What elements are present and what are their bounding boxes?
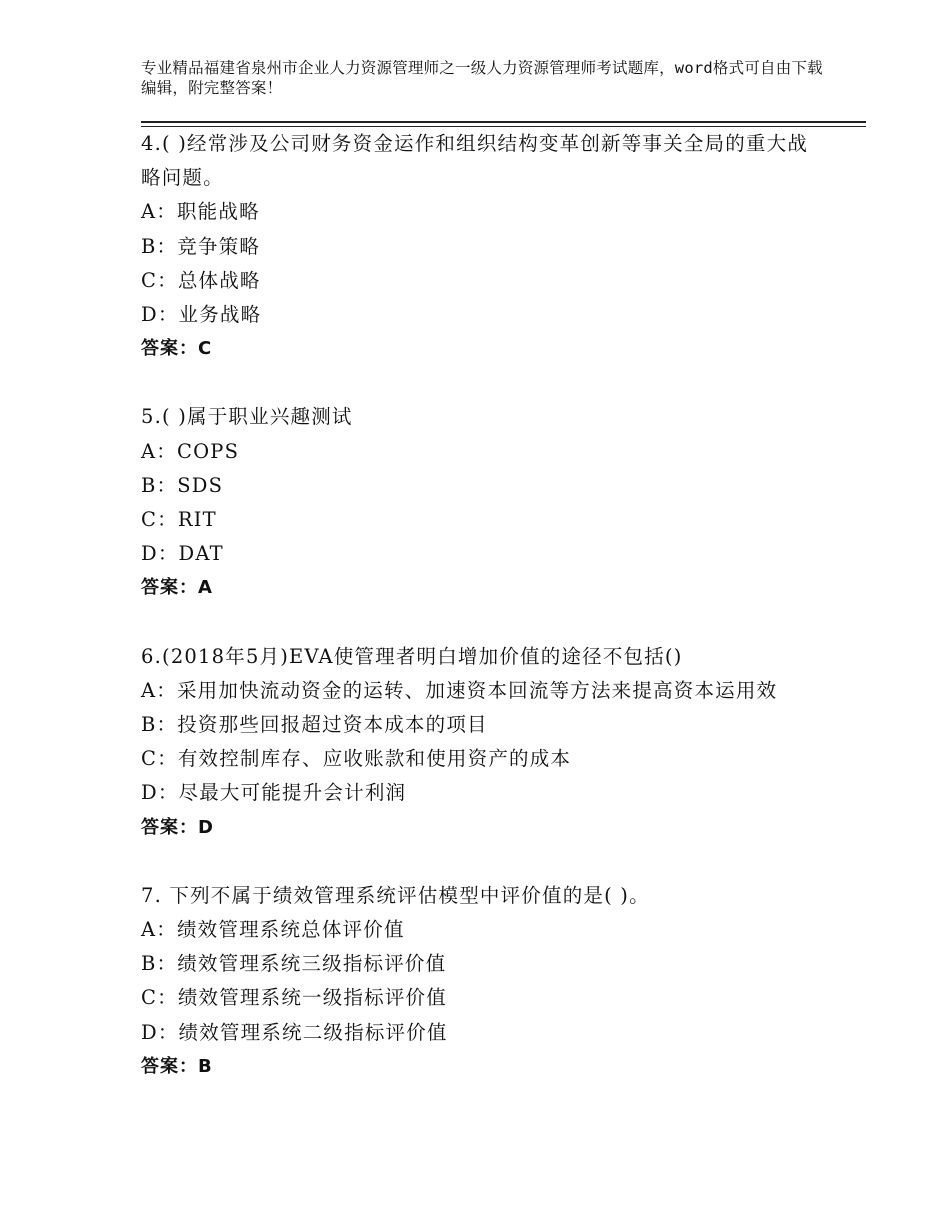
question-stem: 7. 下列不属于绩效管理系统评估模型中评价值的是( )。: [141, 883, 650, 907]
option-d: D：绩效管理系统二级指标评价值: [141, 1020, 448, 1044]
option-b: B：SDS: [141, 473, 224, 497]
option-a: A：采用加快流动资金的运转、加速资本回流等方法来提高资本运用效: [141, 678, 778, 702]
answer-label: 答案：D: [141, 816, 214, 838]
question-4: [141, 127, 821, 366]
question-5: [141, 400, 821, 605]
option-a: A：绩效管理系统总体评价值: [141, 918, 405, 942]
question-list: [141, 127, 821, 1118]
option-c: C：RIT: [141, 508, 217, 532]
option-b: B：投资那些回报超过资本成本的项目: [141, 713, 488, 737]
option-c: C：有效控制库存、应收账款和使用资产的成本: [141, 747, 572, 771]
question-stem: 5.( )属于职业兴趣测试: [141, 405, 353, 429]
question-7: [141, 879, 821, 1084]
question-stem: 6.(2018年5月)EVA使管理者明白增加价值的途径不包括(): [141, 644, 683, 668]
option-d: D：尽最大可能提升会计利润: [141, 781, 407, 805]
option-b: B：竞争策略: [141, 234, 261, 258]
option-a: A：职能战略: [141, 200, 260, 224]
option-d: D：DAT: [141, 542, 224, 566]
option-d: D：业务战略: [141, 303, 262, 327]
option-c: C：总体战略: [141, 268, 261, 292]
question-6: [141, 640, 821, 845]
answer-label: 答案：A: [141, 577, 213, 599]
option-c: C：绩效管理系统一级指标评价值: [141, 986, 447, 1010]
header-rule-thick: [141, 121, 866, 123]
option-a: A：COPS: [141, 439, 240, 463]
option-b: B：绩效管理系统三级指标评价值: [141, 952, 447, 976]
document-header: 专业精品福建省泉州市企业人力资源管理师之一级人力资源管理师考试题库，word格式可自由下载编辑，附完整答案！: [141, 59, 823, 97]
answer-label: 答案：C: [141, 338, 213, 360]
question-stem: 4.( )经常涉及公司财务资金运作和组织结构变革创新等事关全局的重大战略问题。: [141, 132, 809, 190]
answer-label: 答案：B: [141, 1055, 213, 1077]
